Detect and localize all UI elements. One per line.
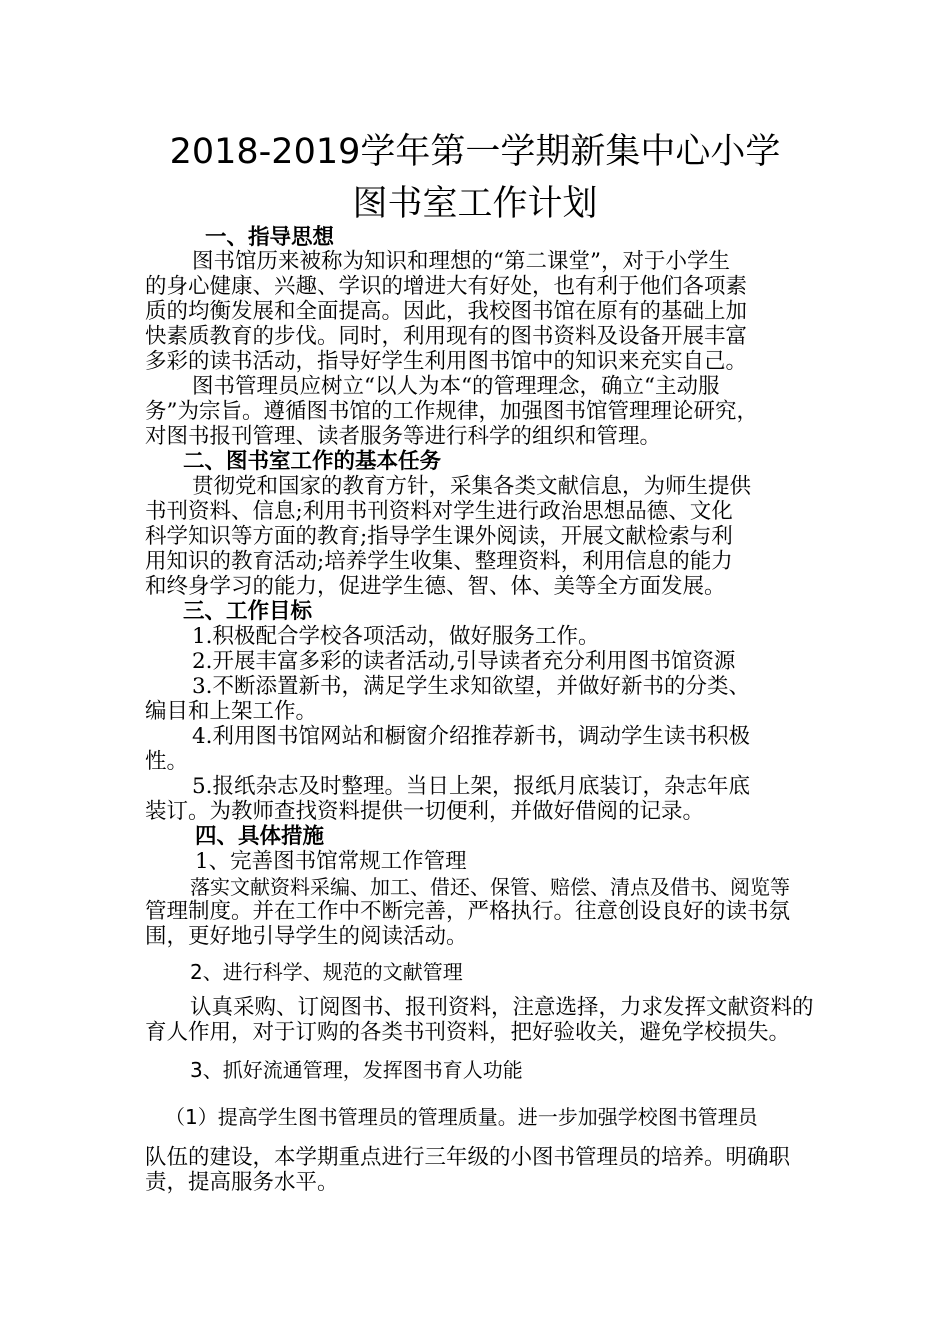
list-item: 2.开展丰富多彩的读者活动,引导读者充分利用图书馆资源 [192, 649, 736, 674]
paragraph-line: 队伍的建设，本学期重点进行三年级的小图书管理员的培养。明确职 [145, 1145, 791, 1170]
paragraph-line: 图书管理员应树立“以人为本“的管理理念，确立“主动服 [192, 374, 720, 399]
paragraph-line: 质的均衡发展和全面提高。因此，我校图书馆在原有的基础上加 [145, 299, 748, 324]
document-title-line1: 2018-2019学年第一学期新集中心小学 [169, 132, 781, 172]
paragraph-line: 认真采购、订阅图书、报刊资料，注意选择，力求发挥文献资料的 [190, 995, 814, 1020]
paragraph-line: 多彩的读书活动，指导好学生利用图书馆中的知识来充实自己。 [145, 349, 748, 374]
section-heading-4: 四、具体措施 [195, 824, 325, 849]
subsection-heading: 1、完善图书馆常规工作管理 [195, 849, 467, 874]
paragraph-line: 育人作用，对于订购的各类书刊资料，把好验收关，避免学校损失。 [145, 1020, 791, 1045]
paragraph-line: 贯彻党和国家的教育方针，采集各类文献信息，为师生提供 [192, 474, 752, 499]
section-heading-1: 一、指导思想 [205, 225, 335, 250]
paragraph-line: 围，更好地引导学生的阅读活动。 [145, 924, 468, 949]
paragraph-line: 务”为宗旨。遵循图书馆的工作规律，加强图书馆管理理论研究， [145, 399, 758, 424]
paragraph-line: 科学知识等方面的教育;指导学生课外阅读，开展文献检索与利 [145, 524, 733, 549]
subsection-heading: 3、抓好流通管理，发挥图书育人功能 [190, 1058, 523, 1082]
paragraph-line: 书刊资料、信息;利用书刊资料对学生进行政治思想品德、文化 [145, 499, 733, 524]
paragraph-line: 责，提高服务水平。 [145, 1170, 339, 1195]
list-item: 3.不断添置新书，满足学生求知欲望，并做好新书的分类、 [192, 674, 751, 699]
paragraph-line: 的身心健康、兴趣、学识的增进大有好处，也有利于他们各项素 [145, 274, 748, 299]
list-item: 1.积极配合学校各项活动，做好服务工作。 [192, 624, 600, 649]
paragraph-line: 对图书报刊管理、读者服务等进行科学的组织和管理。 [145, 424, 662, 449]
paragraph-line: 快素质教育的步伐。同时，利用现有的图书资料及设备开展丰富 [145, 324, 748, 349]
paragraph-line: 管理制度。并在工作中不断完善，严格执行。往意创设良好的读书氛 [145, 899, 791, 924]
list-item-continuation: 编目和上架工作。 [145, 699, 318, 724]
paragraph-line: 用知识的教育活动;培养学生收集、整理资料，利用信息的能力 [145, 549, 733, 574]
list-item-continuation: 装订。为教师查找资料提供一切便利，并做好借阅的记录。 [145, 799, 705, 824]
list-item-continuation: 性。 [145, 749, 189, 774]
section-heading-2: 二、图书室工作的基本任务 [183, 449, 442, 474]
list-item: 5.报纸杂志及时整理。当日上架，报纸月底装订，杂志年底 [192, 774, 751, 799]
section-heading-3: 三、工作目标 [183, 599, 313, 624]
paragraph-line: 落实文献资料采编、加工、借还、保管、赔偿、清点及借书、阅览等 [190, 875, 790, 899]
paragraph-line: 图书馆历来被称为知识和理想的“第二课堂”，对于小学生 [192, 249, 730, 274]
subsection-heading: 2、进行科学、规范的文献管理 [190, 960, 463, 984]
document-title-line2: 图书室工作计划 [352, 184, 598, 224]
list-item: 4.利用图书馆网站和橱窗介绍推荐新书，调动学生读书积极 [192, 724, 751, 749]
paragraph-line: （1）提高学生图书管理员的管理质量。进一步加强学校图书管理员 [165, 1105, 758, 1129]
paragraph-line: 和终身学习的能力，促进学生德、智、体、美等全方面发展。 [145, 574, 726, 599]
